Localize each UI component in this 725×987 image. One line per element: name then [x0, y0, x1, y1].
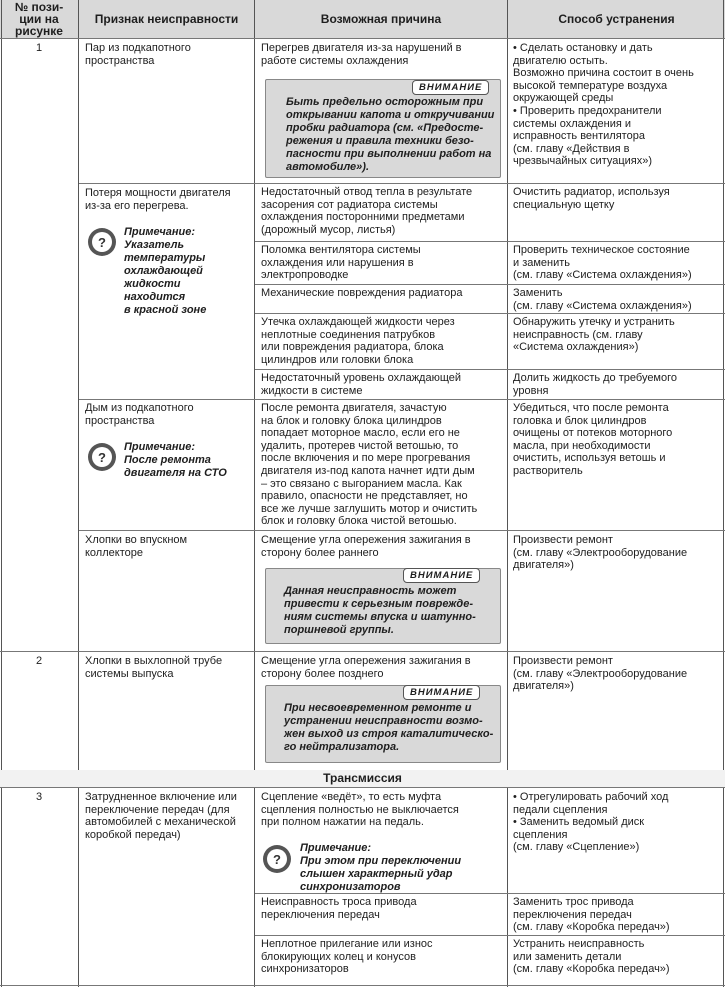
remedy-text: Убедиться, что после ремонта головка и блок цилиндров очищены от потеков моторного масла, при необходимости очистить, используя ветошь и растворитель	[513, 402, 673, 477]
header-remedy: Способ устранения	[508, 0, 725, 38]
remedy-text: Очистить радиатор, используя специальную щетку	[513, 186, 670, 211]
row-divider	[0, 985, 725, 986]
remedy-text: Заменить (см. главу «Система охлаждения»)	[513, 287, 692, 312]
section-title: Трансмиссия	[0, 770, 725, 787]
note-icon: ?	[88, 443, 116, 471]
remedy-text: • Сделать остановку и дать двигателю остыть. Возможно причина состоит в очень высокой температуре воздуха окружающей среды • Проверить предохранители системы охлаждения и исправность вентилятора (см. главу «Действия в чрезвычайных ситуациях»)	[513, 42, 694, 168]
remedy-text: Долить жидкость до требуемого уровня	[513, 372, 678, 397]
attention-badge: ВНИМАНИЕ	[412, 80, 489, 95]
symptom-text: Хлопки во впускном коллекторе	[85, 534, 188, 559]
row-divider	[0, 787, 725, 788]
grid-line	[254, 787, 255, 987]
grid-line	[507, 0, 508, 770]
symptom-text: Потеря мощности двигателя из-за его перегрева.	[85, 187, 231, 212]
grid-line	[254, 0, 255, 770]
cause-text: Недостаточный уровень охлаждающей жидкости в системе	[261, 372, 462, 397]
row-divider	[255, 935, 725, 936]
header-cause: Возможная причина	[255, 0, 507, 38]
row-divider	[0, 651, 725, 652]
remedy-text: Устранить неисправность или заменить детали (см. главу «Коробка передач»)	[513, 938, 670, 976]
attention-badge: ВНИМАНИЕ	[403, 685, 480, 700]
cause-text: Утечка охлаждающей жидкости через неплотные соединения патрубков или повреждения радиатора, блока цилиндров или головки блока	[261, 316, 455, 366]
header-symptom: Признак неисправности	[79, 0, 254, 38]
row-divider	[79, 530, 725, 531]
note-text: Указатель температуры охлаждающей жидкости находится в красной зоне	[124, 239, 207, 316]
cause-text: Недостаточный отвод тепла в результате засорения сот радиатора системы охлаждения посторонними предметами (дорожный мусор, листья)	[261, 186, 473, 236]
note-text: При этом при переключении слышен характерный удар синхронизаторов	[300, 855, 462, 893]
remedy-text: Обнаружить утечку и устранить неисправность (см. главу «Система охлаждения»)	[513, 316, 675, 354]
note-text: После ремонта двигателя на СТО	[124, 454, 227, 479]
cause-text: Неплотное прилегание или износ блокирующих колец и конусов синхронизаторов	[261, 938, 433, 976]
cause-text: Механические повреждения радиатора	[261, 287, 463, 299]
symptom-text: Пар из подкапотного пространства	[85, 42, 191, 67]
row-divider	[79, 399, 725, 400]
cause-text: Смещение угла опережения зажигания в сторону более позднего	[261, 655, 471, 680]
remedy-text: Произвести ремонт (см. главу «Электрооборудование двигателя»)	[513, 534, 688, 572]
warning-text: Данная неисправность может привести к серьезным поврежде- ниям системы впуска и шатунно- поршневой группы.	[284, 585, 476, 636]
cause-text: Перегрев двигателя из-за нарушений в работе системы охлаждения	[261, 42, 462, 67]
grid-line	[507, 787, 508, 987]
header-position: № пози- ции на рисунке	[0, 0, 78, 38]
cause-text: Неисправность троса привода переключения передач	[261, 896, 417, 921]
position-number: 2	[35, 655, 43, 667]
remedy-text: Заменить трос привода переключения передач (см. главу «Коробка передач»)	[513, 896, 670, 934]
attention-badge: ВНИМАНИЕ	[403, 568, 480, 583]
cause-text: После ремонта двигателя, зачастую на блок и головку блока цилиндров попадает моторное масло, если его не удалить, протерев чистой ветошью, то после включения и по мере прогревания двигателя из-под капота начнет идти дым – это связано с выгоранием масла. Как правило, опасности не представляет, но все же лучше заглушить мотор и очистить блок и головку блока чистой ветошью.	[261, 402, 478, 528]
row-divider	[79, 183, 725, 184]
row-divider	[255, 241, 725, 242]
warning-text: При несвоевременном ремонте и устранении неисправности возмо- жен выход из строя каталитическо- го нейтрализатора.	[284, 702, 494, 753]
note-icon: ?	[88, 228, 116, 256]
remedy-text: • Отрегулировать рабочий ход педали сцепления • Заменить ведомый диск сцепления (см. главу «Сцепление»)	[513, 791, 669, 854]
note-title: Примечание:	[300, 842, 372, 854]
row-divider	[255, 313, 725, 314]
row-divider	[255, 284, 725, 285]
remedy-text: Проверить техническое состояние и заменить (см. главу «Система охлаждения»)	[513, 244, 692, 282]
symptom-text: Дым из подкапотного пространства	[85, 402, 194, 427]
grid-line	[78, 0, 79, 987]
remedy-text: Произвести ремонт (см. главу «Электрооборудование двигателя»)	[513, 655, 688, 693]
symptom-text: Затрудненное включение или переключение передач (для автомобилей с механической коробкой передач)	[85, 791, 237, 841]
note-title: Примечание:	[124, 441, 196, 453]
warning-text: Быть предельно осторожным при открывании капота и откручивании пробки радиатора (см. «Предосте- режения и правила техники безо- пасности при выполнении работ на автомобиле»).	[286, 96, 495, 173]
cause-text: Сцепление «ведёт», то есть муфта сцепления полностью не выключается при полном нажатии на педаль.	[261, 791, 459, 829]
position-number: 3	[35, 791, 43, 803]
note-title: Примечание:	[124, 226, 196, 238]
row-divider	[255, 369, 725, 370]
grid-line	[723, 0, 724, 987]
cause-text: Смещение угла опережения зажигания в сторону более раннего	[261, 534, 471, 559]
row-divider	[0, 38, 725, 39]
note-icon: ?	[263, 845, 291, 873]
symptom-text: Хлопки в выхлопной трубе системы выпуска	[85, 655, 223, 680]
cause-text: Поломка вентилятора системы охлаждения или нарушения в электропроводке	[261, 244, 421, 282]
grid-line	[1, 0, 2, 987]
position-number: 1	[35, 42, 43, 54]
